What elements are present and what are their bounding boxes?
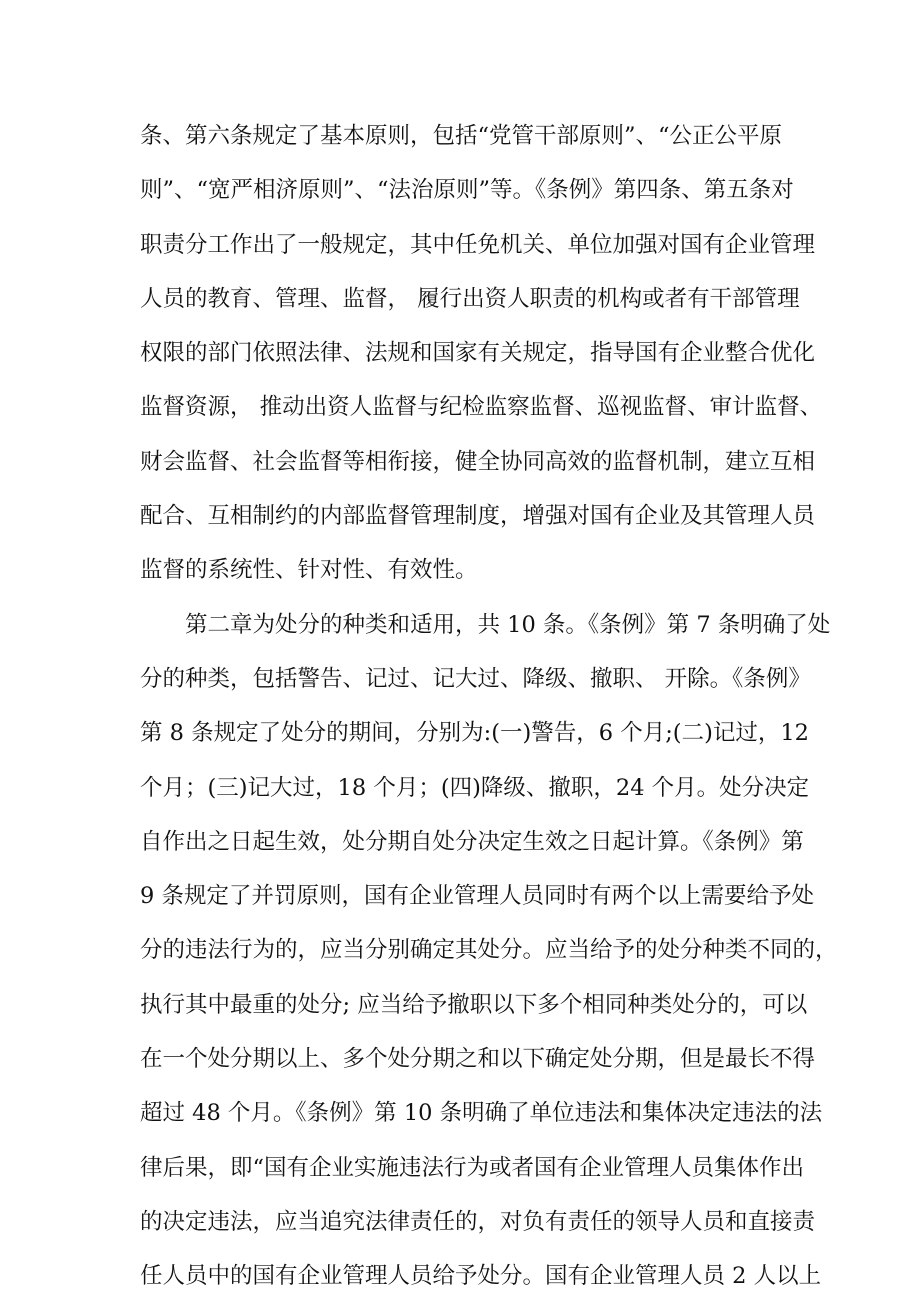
text-line: 人员的教育、管理、监督， 履行出资人职责的机构或者有干部管理 [140,285,800,312]
text-line: 分的违法行为的，应当分别确定其处分。应当给予的处分种类不同的， [140,937,838,964]
text-line: 在一个处分期以上、多个处分期之和以下确定处分期，但是最长不得 [140,1046,816,1073]
text-line: 任人员中的国有企业管理人员给予处分。国有企业管理人员 2 人以上 [140,1263,822,1290]
text-line: 个月；(三)记大过，18 个月；(四)降级、撤职，24 个月。处分决定 [140,774,810,801]
text-line: 监督资源， 推动出资人监督与纪检监察监督、巡视监督、审计监督、 [140,394,823,421]
text-line: 的决定违法，应当追究法律责任的，对负有责任的领导人员和直接责 [140,1208,816,1235]
document-body [140,114,838,1309]
text-line: 财会监督、社会监督等相衔接，健全协同高效的监督机制，建立互相 [140,448,816,475]
text-line: 职责分工作出了一般规定，其中任免机关、单位加强对国有企业管理 [140,231,816,258]
text-line: 律后果，即“国有企业实施违法行为或者国有企业管理人员集体作出 [140,1154,805,1181]
text-line: 条、第六条规定了基本原则，包括“党管干部原则”、“公正公平原 [140,123,783,149]
text-line: 配合、互相制约的内部监督管理制度，增强对国有企业及其管理人员 [140,503,816,530]
text-line: 执行其中最重的处分; 应当给予撤职以下多个相同种类处分的，可以 [140,991,808,1018]
text-line: 权限的部门依照法律、法规和国家有关规定，指导国有企业整合优化 [140,340,816,367]
text-line: 9 条规定了并罚原则，国有企业管理人员同时有两个以上需要给予处 [140,883,814,910]
text-line: 第 8 条规定了处分的期间，分别为:(一)警告，6 个月;(二)记过，12 [140,720,809,747]
text-line: 自作出之日起生效，处分期自处分决定生效之日起计算。《条例》第 [140,828,804,855]
text-line: 则”、“宽严相济原则”、“法治原则”等。《条例》第四条、第五条对 [140,177,794,204]
text-line: 第二章为处分的种类和适用，共 10 条。《条例》第 7 条明确了处 [140,611,831,638]
text-line: 分的种类，包括警告、记过、记大过、降级、撤职、 开除。《条例》 [140,665,811,692]
text-line: 超过 48 个月。《条例》第 10 条明确了单位违法和集体决定违法的法 [140,1100,823,1127]
text-line: 监督的系统性、针对性、有效性。 [140,557,478,584]
